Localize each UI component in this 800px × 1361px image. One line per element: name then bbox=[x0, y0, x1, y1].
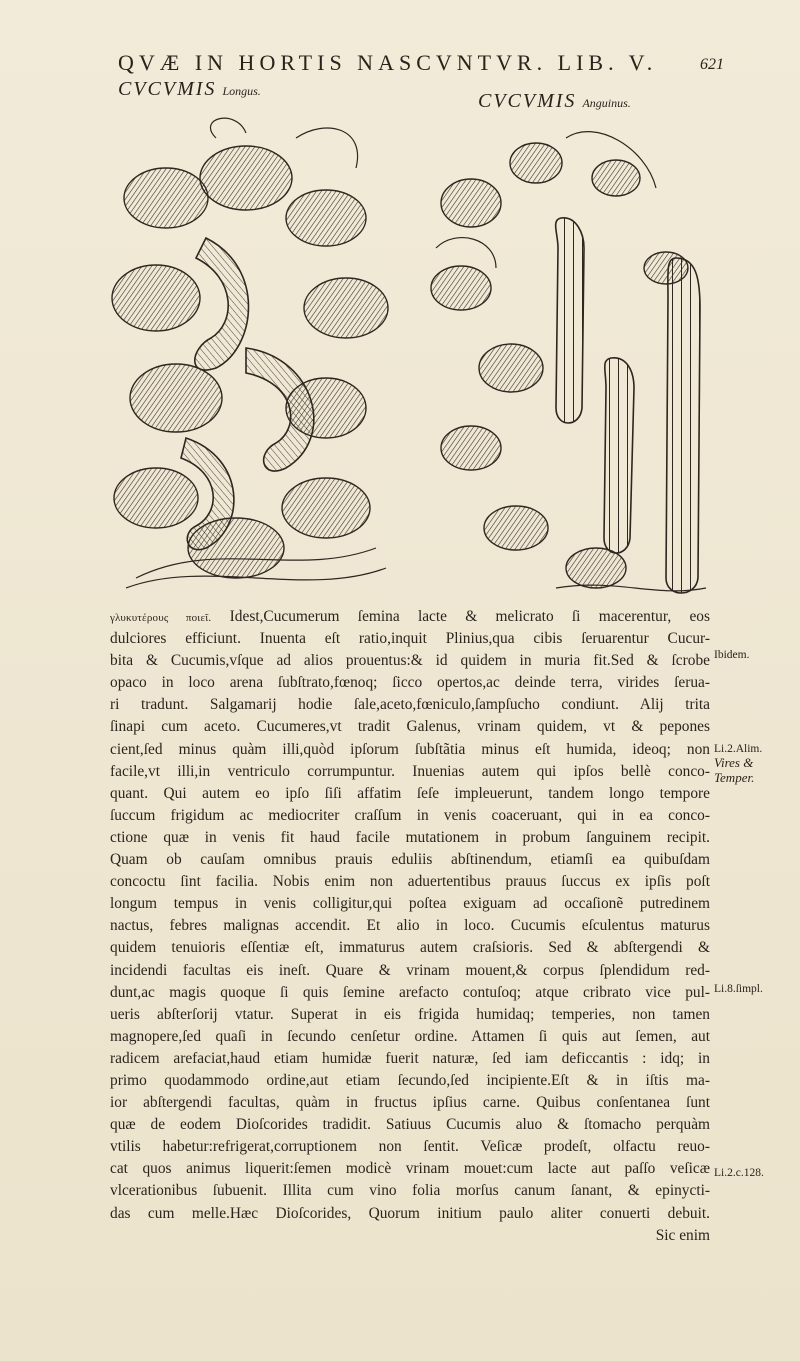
text-line: quidem tenuioris eſſentiæ eſt, immaturus autem craſsioris. Sed & abſtergendi & bbox=[110, 939, 710, 957]
text-line: ri tradunt. Salgamarij hodie ſale,aceto,fœniculo,ſampſucho condiunt. Alij trita bbox=[110, 696, 710, 714]
margin-note-vires: Vires & bbox=[714, 755, 754, 770]
text-line: concoctu ſint facilia. Nobis enim non aduertentibus prauus ſuccus ex ipſis poſt bbox=[110, 873, 710, 891]
running-head-title: QVÆ IN HORTIS NASCVNTVR. LIB. V. bbox=[118, 50, 658, 75]
caption-left-epithet: Longus. bbox=[222, 84, 261, 98]
margin-note-c128: Li.2.c.128. bbox=[714, 1167, 764, 1179]
text-line: ſinapi cum aceto. Cucumeres,vt tradit Galenus, vrinam quidem, vt & pepones bbox=[110, 718, 710, 736]
greek-lead: γλυκυτέρους ποιεῖ. bbox=[110, 612, 212, 624]
folio-number: 621 bbox=[700, 56, 724, 73]
text-line: magnopere,ſed quaſi in ſecundo cenſetur ordine. Attamen ſi quis aut ſemen, aut bbox=[110, 1027, 710, 1045]
margin-note-alim-ref: Li.2.Alim. bbox=[714, 743, 763, 755]
text-line: radicem arefaciat,haud etiam humidæ fuerit naturæ, ſed iam deficcantis : idq; in bbox=[110, 1049, 710, 1067]
text-line: bita & Cucumis,vſque ad alios prouentus:& id quidem in muria fit.Sed & ſcrobe bbox=[110, 652, 710, 670]
long-cucumber-illustration bbox=[112, 118, 388, 588]
text-line: cat quos animus liquerit:ſemen modicè vrinam mouet:cum lacte aut paſſo veſicæ bbox=[110, 1160, 710, 1178]
text-line: ſuccum frigidum ac mediocriter craſſum in venis coaceruant, qui in ea conco- bbox=[110, 806, 710, 824]
text-line: quæ de eodem Dioſcorides tradidit. Satiuus Cucumis aluo & ſtomacho perquàm bbox=[110, 1116, 710, 1134]
text-line: γλυκυτέρους ποιεῖ. Idest,Cucumerum ſemina lacte & melicrato ſi macerentur, eos bbox=[110, 608, 710, 625]
catchword: Sic enim bbox=[655, 1226, 710, 1244]
text-line: primo quodammodo ordine,aut etiam ſecundo,ſed incipiente.Eſt & in iſtis ma- bbox=[110, 1071, 710, 1089]
text-line: nactus, febres malignas accendit. Et alio in loco. Cucumis eſculentus maturus bbox=[110, 917, 710, 935]
text-line: opaco in loco arena ſubſtrato,fœnoq; ſicco opertos,ac deinde terra, virides ſerua- bbox=[110, 674, 710, 692]
text-line: ueris abſterſorij vtatur. Superat in eis frigida humidaq; temperies, non tamen bbox=[110, 1005, 710, 1023]
margin-note-alim bbox=[714, 742, 762, 786]
margin-note-simpl: Li.8.ſimpl. bbox=[714, 983, 763, 995]
commentary-text bbox=[110, 606, 710, 1247]
text-line: das cum melle.Hæc Dioſcorides, Quorum initium paulo aliter conuerti debuit. bbox=[110, 1204, 710, 1222]
woodcut-plate bbox=[96, 108, 726, 608]
text-line: dunt,ac magis quoque ſi quis ſemine arefacto contuſoq; atque cribrato vice pul- bbox=[110, 983, 710, 1001]
text-line: cient,ſed minus quàm illi,quòd ipſorum ſubſtãtia minus eſt humida, ideoq; non bbox=[110, 740, 710, 758]
text-line: ctione quæ in venis fit haud facile mutationem in probum ſanguinem recipit. bbox=[110, 828, 710, 846]
text-line: vtilis habetur:refrigerat,corruptionem non ſentit. Veſicæ prodeſt, olfactu reuo- bbox=[110, 1138, 710, 1156]
caption-right-epithet: Anguinus. bbox=[582, 96, 631, 110]
text-line: facile,vt illi,in ventriculo corrumpuntur. Inuenias autem qui ipſos bellè conco- bbox=[110, 762, 710, 780]
text-line: vlcerationibus ſubuenit. Illita cum vino folia morſus canum ſanant, & epinycti- bbox=[110, 1182, 710, 1200]
caption-cucumis-longus bbox=[118, 78, 261, 101]
caption-right-name: CVCVMIS bbox=[478, 90, 577, 112]
text-line: ior abſtergendi facultas, quàm in fructus ipſius carne. Quibus conſentanea ſunt bbox=[110, 1094, 710, 1112]
running-head bbox=[118, 50, 724, 80]
text-line: Quam ob cauſam omnibus prauis eduliis abſtinendum, etiamſi ea quibuſdam bbox=[110, 851, 710, 869]
snake-cucumber-illustration bbox=[431, 132, 706, 593]
text-line: dulciores efficiunt. Inuenta eſt ratio,inquit Plinius,qua cibis ſeruarentur Cucur- bbox=[110, 630, 710, 648]
caption-left-name: CVCVMIS bbox=[118, 78, 217, 100]
margin-note-temper: Temper. bbox=[714, 770, 755, 785]
text-line: quant. Qui autem eo ipſo ſiſi affatim ſeſe impleuerunt, tandem longo tempore bbox=[110, 784, 710, 802]
margin-note-ibidem: Ibidem. bbox=[714, 649, 750, 661]
text-line: incidendi facultas eis ineſt. Quare & vrinam mouent,& corpus ſplendidum red- bbox=[110, 961, 710, 979]
text-line: longum tempus in venis colligitur,qui poſtea exiguam ad occaſionẽ putredinem bbox=[110, 895, 710, 913]
